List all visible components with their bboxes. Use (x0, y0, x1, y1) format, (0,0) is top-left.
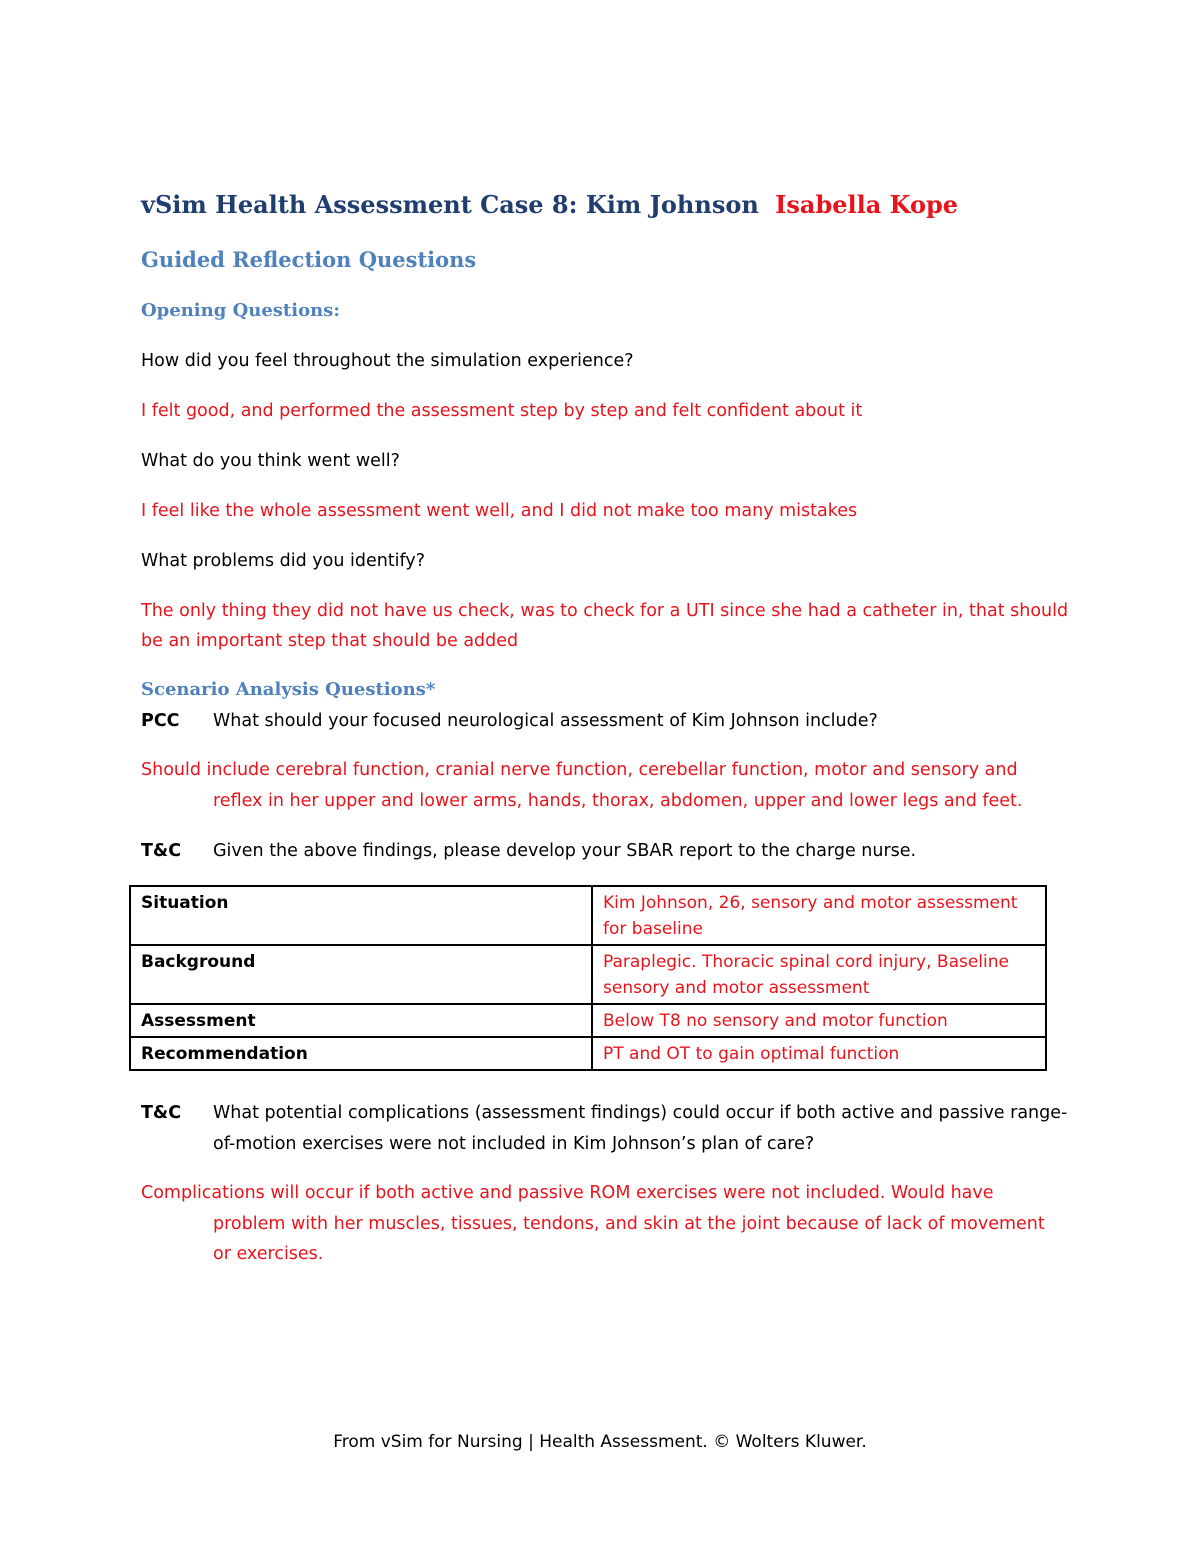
pcc-question: What should your focused neurological assessment of Kim Johnson include? (213, 711, 878, 731)
section-heading-guided-reflection: Guided Reflection Questions (141, 247, 477, 272)
sbar-value: Kim Johnson, 26, sensory and motor assessment for baseline (592, 886, 1046, 945)
answer-3-line-1: The only thing they did not have us check, was to check for a UTI since she had a catheter in, that should (141, 601, 1069, 621)
answer-3-line-2: be an important step that should be added (141, 631, 519, 651)
sbar-value: PT and OT to gain optimal function (592, 1037, 1046, 1070)
case-title: vSim Health Assessment Case 8: Kim Johnson (141, 190, 759, 219)
opening-questions-heading: Opening Questions: (141, 300, 340, 321)
sbar-key: Assessment (130, 1004, 592, 1037)
sbar-value: Below T8 no sensory and motor function (592, 1004, 1046, 1037)
student-name: Isabella Kope (775, 190, 959, 219)
tc-label-1: T&C (141, 841, 182, 861)
sbar-value: Paraplegic. Thoracic spinal cord injury, Baseline sensory and motor assessment (592, 945, 1046, 1004)
tc-answer-2-line-2: problem with her muscles, tissues, tendons, and skin at the joint because of lack of movement (213, 1214, 1045, 1234)
scenario-analysis-heading: Scenario Analysis Questions* (141, 679, 436, 700)
sbar-row-situation (130, 886, 1046, 945)
sbar-row-background (130, 945, 1046, 1004)
pcc-answer-line-1: Should include cerebral function, cranial nerve function, cerebellar function, motor and sensory and (141, 760, 1018, 780)
page-footer: From vSim for Nursing | Health Assessment. © Wolters Kluwer. (333, 1432, 867, 1452)
tc-question-1: Given the above findings, please develop your SBAR report to the charge nurse. (213, 841, 917, 861)
tc-answer-2-line-1: Complications will occur if both active and passive ROM exercises were not included. Would have (141, 1183, 994, 1203)
sbar-row-assessment (130, 1004, 1046, 1037)
answer-2: I feel like the whole assessment went well, and I did not make too many mistakes (141, 501, 858, 521)
tc-answer-2-line-3: or exercises. (213, 1244, 324, 1264)
answer-1: I felt good, and performed the assessment step by step and felt confident about it (141, 401, 863, 421)
document-title (141, 190, 958, 219)
pcc-label: PCC (141, 711, 180, 731)
sbar-row-recommendation (130, 1037, 1046, 1070)
sbar-table (129, 885, 1047, 1071)
sbar-key: Background (130, 945, 592, 1004)
sbar-key: Situation (130, 886, 592, 945)
question-3: What problems did you identify? (141, 551, 426, 571)
pcc-answer-line-2: reflex in her upper and lower arms, hands, thorax, abdomen, upper and lower legs and feet. (213, 791, 1023, 811)
tc-label-2: T&C (141, 1103, 182, 1123)
question-2: What do you think went well? (141, 451, 400, 471)
question-1: How did you feel throughout the simulation experience? (141, 351, 634, 371)
tc-question-2-line-2: of-motion exercises were not included in Kim Johnson’s plan of care? (213, 1134, 815, 1154)
sbar-key: Recommendation (130, 1037, 592, 1070)
tc-question-2-line-1: What potential complications (assessment findings) could occur if both active and passive range- (213, 1103, 1068, 1123)
